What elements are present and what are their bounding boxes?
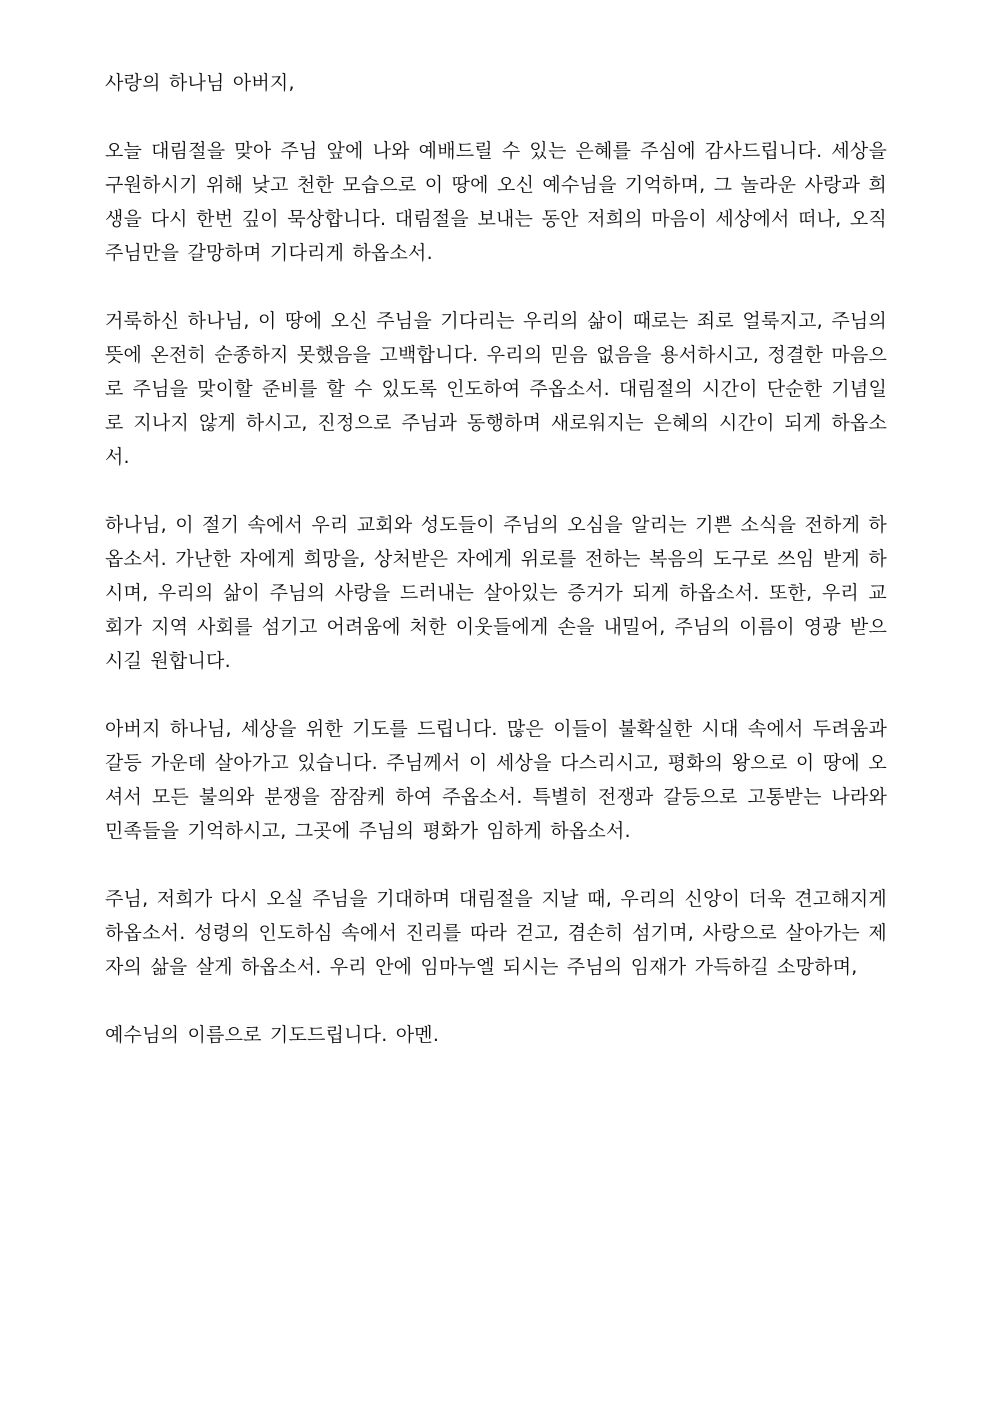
closing-line: 예수님의 이름으로 기도드립니다. 아멘. — [105, 1024, 440, 1046]
paragraph-4: 아버지 하나님, 세상을 위한 기도를 드립니다. 많은 이들이 불확실한 시대 속에서 두려움과 갈등 가운데 살아가고 있습니다. 주님께서 이 세상을 다스리시고, 평화의 왕으로 이 땅에 오셔서 모든 불의와 분쟁을 잠잠케 하여 주옵소서. 특별히 전쟁과 갈등으로 고통받는 나라와 민족들을 기억하시고, 그곳에 주님의 평화가 임하게 하옵소서. — [105, 718, 887, 842]
paragraph-1: 오늘 대림절을 맞아 주님 앞에 나와 예배드릴 수 있는 은혜를 주심에 감사드립니다. 세상을 구원하시기 위해 낮고 천한 모습으로 이 땅에 오신 예수님을 기억하며, 그 놀라운 사랑과 희생을 다시 한번 깊이 묵상합니다. 대림절을 보내는 동안 저희의 마음이 세상에서 떠나, 오직 주님만을 갈망하며 기다리게 하옵소서. — [105, 140, 887, 264]
paragraph-5: 주님, 저희가 다시 오실 주님을 기대하며 대림절을 지날 때, 우리의 신앙이 더욱 견고해지게 하옵소서. 성령의 인도하심 속에서 진리를 따라 걷고, 겸손히 섬기며, 사랑으로 살아가는 제자의 삶을 살게 하옵소서. 우리 안에 임마누엘 되시는 주님의 임재가 가득하길 소망하며, — [105, 888, 887, 978]
prayer-text — [105, 66, 887, 1086]
paragraph-2: 거룩하신 하나님, 이 땅에 오신 주님을 기다리는 우리의 삶이 때로는 죄로 얼룩지고, 주님의 뜻에 온전히 순종하지 못했음을 고백합니다. 우리의 믿음 없음을 용서하시고, 정결한 마음으로 주님을 맞이할 준비를 할 수 있도록 인도하여 주옵소서. 대림절의 시간이 단순한 기념일로 지나지 않게 하시고, 진정으로 주님과 동행하며 새로워지는 은혜의 시간이 되게 하옵소서. — [105, 310, 887, 468]
paragraph-3: 하나님, 이 절기 속에서 우리 교회와 성도들이 주님의 오심을 알리는 기쁜 소식을 전하게 하옵소서. 가난한 자에게 희망을, 상처받은 자에게 위로를 전하는 복음의 도구로 쓰임 받게 하시며, 우리의 삶이 주님의 사랑을 드러내는 살아있는 증거가 되게 하옵소서. 또한, 우리 교회가 지역 사회를 섬기고 어려움에 처한 이웃들에게 손을 내밀어, 주님의 이름이 영광 받으시길 원합니다. — [105, 514, 887, 672]
salutation: 사랑의 하나님 아버지, — [105, 72, 295, 94]
